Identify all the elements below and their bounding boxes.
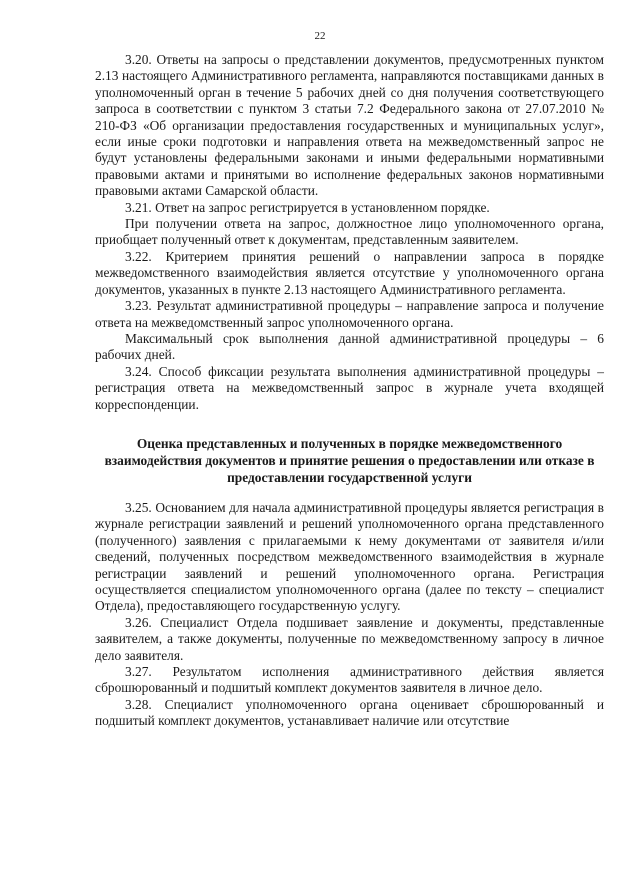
paragraph-3-23: 3.23. Результат административной процедуры – направление запроса и получение ответа на межведомственный запрос уполномоченного органа.: [95, 298, 604, 330]
paragraph-3-24: 3.24. Способ фиксации результата выполнения административной процедуры – регистрация ответа на межведомственный запрос в журнале учета входящей корреспонденции.: [95, 363, 604, 412]
paragraph-3-28: 3.28. Специалист уполномоченного органа оценивает сброшюрованный и подшитый комплект документов, устанавливает наличие или отсутствие: [95, 696, 604, 729]
paragraph-3-27: 3.27. Результатом исполнения административного действия является сброшюрованный и подшитый комплект документов заявителя в личное дело.: [95, 664, 604, 696]
paragraph-response-attach: При получении ответа на запрос, должностное лицо уполномоченного органа, приобщает полученный ответ к документам, представленным заявителем.: [95, 216, 604, 248]
paragraph-3-20: 3.20. Ответы на запросы о представлении документов, предусмотренных пунктом 2.13 настоящего Административного регламента, направляются поставщиками данных в уполномоченный орган в течение 5 рабочих дней со дня получения соответствующего запроса в соответствии с пунктом 3 статьи 7.2 Федерального закона от 27.07.2010 № 210-ФЗ «Об организации предоставления государственных и муниципальных услуг», если иные сроки подготовки и направления ответа на межведомственный запрос не будут установлены федеральными законами и иными федеральными нормативными правовыми актами и принятыми во исполнение федеральных законов нормативными правовыми актами Самарской области.: [95, 52, 604, 199]
page-content: [95, 52, 604, 730]
paragraph-3-22: 3.22. Критерием принятия решений о направлении запроса в порядке межведомственного взаимодействия является отсутствие у уполномоченного органа документов, указанных в пункте 2.13 настоящего Административного регламента.: [95, 248, 604, 297]
paragraph-3-25: 3.25. Основанием для начала административной процедуры является регистрация в журнале регистрации заявлений и решений уполномоченного органа представленного (полученного) заявления с прилагаемыми к нему документами от заявителя и/или сведений, полученных посредством межведомственного взаимодействия в журнале регистрации заявлений и решений уполномоченного органа. Регистрация осуществляется специалистом уполномоченного органа (далее по тексту – специалист Отдела), предоставляющего государственную услугу.: [95, 499, 604, 614]
section-heading: Оценка представленных и полученных в порядке межведомственного взаимодействия документов и принятие решения о предоставлении или отказе в предоставлении государственной услуги: [104, 435, 595, 485]
page-number: 22: [314, 30, 326, 42]
paragraph-max-term: Максимальный срок выполнения данной административной процедуры – 6 рабочих дней.: [95, 330, 604, 363]
paragraph-3-26: 3.26. Специалист Отдела подшивает заявление и документы, представленные заявителем, а также документы, полученные по межведомственному запросу в личное дело заявителя.: [95, 614, 604, 663]
paragraph-3-21: 3.21. Ответ на запрос регистрируется в установленном порядке.: [125, 199, 490, 215]
